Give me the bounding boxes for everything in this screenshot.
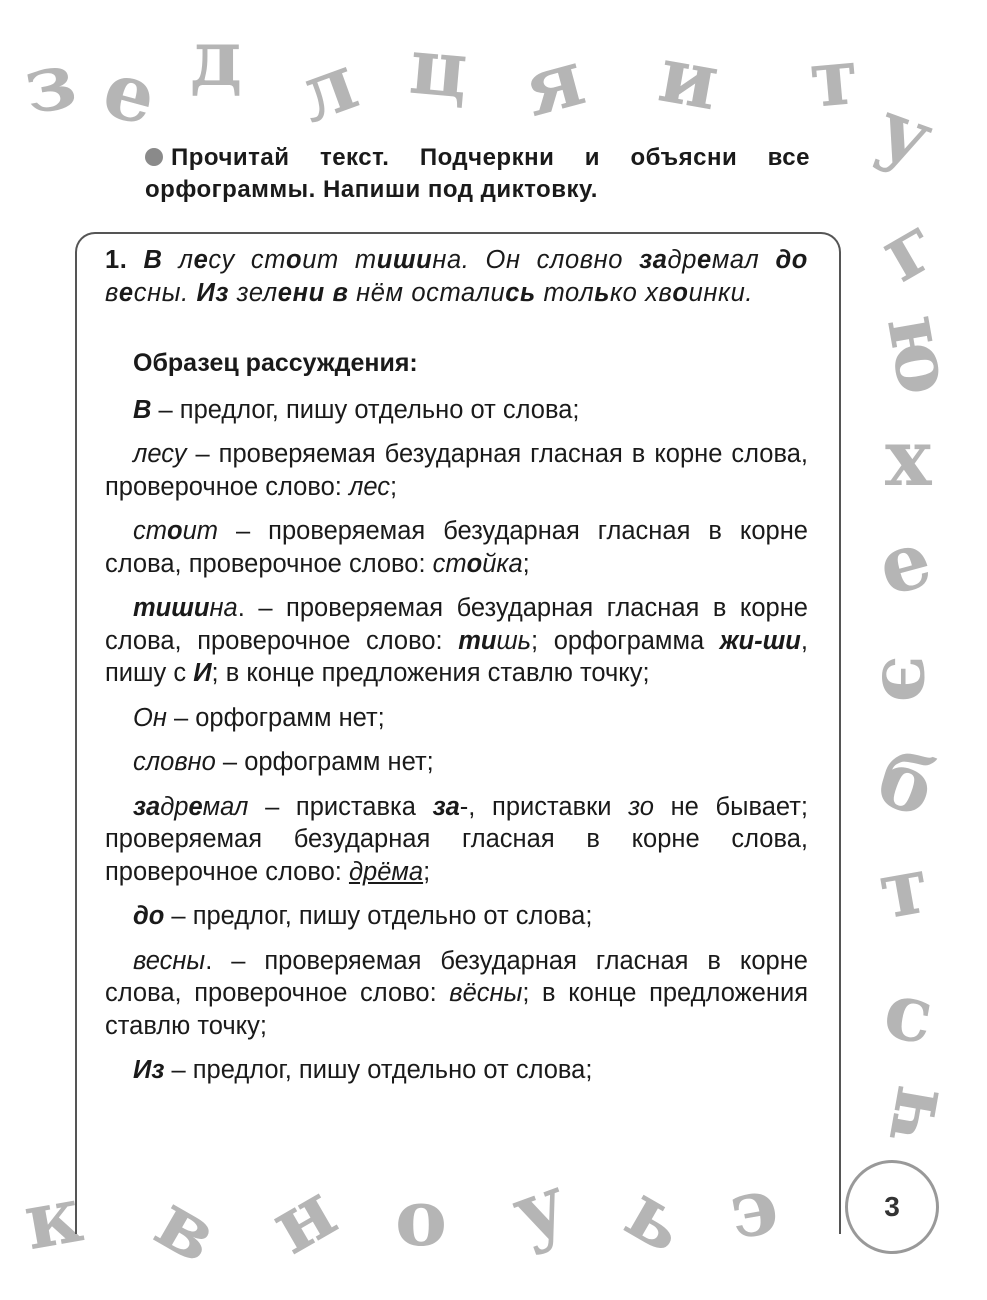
text-segment: . – проверяемая безударная гласная в корне слова, проверочное слово: xyxy=(105,946,808,1007)
decorative-letter: ь xyxy=(611,1165,703,1272)
text-segment: зел xyxy=(229,278,278,307)
text-segment: ит xyxy=(182,517,219,545)
text-segment: лес xyxy=(348,472,390,501)
text-segment: нём остали xyxy=(348,278,506,307)
text-segment: в xyxy=(105,278,119,307)
text-segment: йка xyxy=(482,549,523,578)
text-segment: ст xyxy=(432,549,467,578)
text-segment: в xyxy=(332,278,349,307)
text-segment: Из xyxy=(196,278,229,307)
decorative-letter: ч xyxy=(858,1077,958,1150)
text-segment: о xyxy=(286,246,303,274)
text-segment: тиши xyxy=(133,594,210,622)
decorative-letter: у xyxy=(500,1157,579,1260)
text-segment: – предлог, пишу отдельно от слова; xyxy=(164,1056,593,1084)
decorative-letter: е xyxy=(94,43,166,144)
reasoning-item xyxy=(105,1054,808,1087)
text-segment: И xyxy=(193,659,212,687)
decorative-letter: н xyxy=(255,1164,351,1273)
text-segment: зо xyxy=(628,792,654,821)
decorative-letter: у xyxy=(866,82,945,185)
text-segment: . – проверяемая безударная гласная в корне слова, проверочное слово: xyxy=(105,594,808,655)
text-segment: су ст xyxy=(208,246,287,274)
decorative-letter: я xyxy=(514,32,594,135)
text-segment: ; в конце предложения ставлю точку; xyxy=(211,659,650,687)
text-segment: В xyxy=(143,246,163,274)
text-segment: вёсны xyxy=(449,979,523,1007)
reasoning-item xyxy=(105,394,808,427)
text-segment: , пишу с xyxy=(105,626,808,687)
text-segment: о xyxy=(466,549,483,578)
reasoning-item xyxy=(105,791,808,889)
text-segment: о xyxy=(672,278,689,307)
text-segment: ти xyxy=(458,626,497,655)
text-segment: -, приставки xyxy=(459,792,629,821)
text-segment: о xyxy=(167,517,183,545)
reasoning-list xyxy=(105,394,808,1087)
bullet-icon xyxy=(145,148,163,166)
text-segment: мал xyxy=(202,792,249,821)
text-segment: е xyxy=(188,792,203,821)
text-segment: – проверяемая безударная гласная в корне слова, проверочное слово: xyxy=(105,440,808,501)
text-segment: сны. xyxy=(133,278,197,307)
decorative-letter: т xyxy=(806,31,863,126)
text-segment: е xyxy=(193,246,209,274)
decorative-letter: л xyxy=(285,36,369,141)
reasoning-item xyxy=(105,900,808,933)
decorative-letter: ц xyxy=(406,20,472,117)
dictation-text xyxy=(105,244,808,309)
reasoning-item xyxy=(105,592,808,690)
reasoning-item xyxy=(105,438,808,503)
decorative-letter: э xyxy=(863,655,955,703)
text-segment: дрёма xyxy=(348,857,424,886)
task-instruction xyxy=(145,142,810,206)
reasoning-item xyxy=(105,746,808,779)
text-segment: Он xyxy=(133,703,167,732)
text-segment: ит т xyxy=(302,246,377,274)
text-segment: за xyxy=(432,792,460,821)
text-segment: – предлог, пишу отдельно от слова; xyxy=(164,902,593,930)
text-segment: инки. xyxy=(688,278,754,307)
text-segment: сь xyxy=(505,278,536,307)
decorative-letter: х xyxy=(885,413,932,504)
decorative-letter: д xyxy=(190,13,242,104)
text-segment: – проверяемая безударная гласная в корне слова, проверочное слово: xyxy=(105,517,808,578)
decorative-letter: з xyxy=(17,34,83,133)
text-segment: на. Он словно xyxy=(432,246,640,274)
text-segment: не бывает; проверяемая безударная гласная в корне слова, проверочное слово: xyxy=(105,792,808,886)
text-segment: лесу xyxy=(133,440,187,468)
decorative-letter: б xyxy=(866,731,947,836)
text-segment: – орфограмм нет; xyxy=(215,748,434,776)
reasoning-item xyxy=(105,945,808,1043)
text-segment: шь xyxy=(496,626,532,655)
decorative-letter: э xyxy=(722,1159,785,1258)
text-segment: жи-ши xyxy=(719,626,801,655)
text-segment: за xyxy=(639,246,668,274)
decorative-letter: в xyxy=(141,1175,234,1282)
decorative-letter: к xyxy=(17,1168,89,1269)
text-segment: ь xyxy=(594,278,610,307)
text-segment: Из xyxy=(133,1056,165,1084)
text-segment: ени xyxy=(277,278,325,307)
decorative-letter: г xyxy=(865,197,953,300)
text-segment: весны xyxy=(133,946,206,975)
text-segment: ; орфограмма xyxy=(531,626,720,655)
text-segment: – приставка xyxy=(248,792,433,821)
text-segment: ; xyxy=(389,472,398,501)
decorative-letter: и xyxy=(652,28,726,129)
reasoning-item xyxy=(105,702,808,735)
decorative-letter: е xyxy=(868,513,941,614)
text-segment: л xyxy=(162,246,194,274)
page-number: 3 xyxy=(845,1160,939,1254)
text-segment: ; в конце предложения ставлю точку; xyxy=(105,979,808,1040)
text-segment: ст xyxy=(133,517,167,545)
text-segment: до xyxy=(775,246,808,274)
text-segment: – орфограмм нет; xyxy=(166,703,385,732)
exercise-content xyxy=(105,244,808,1099)
text-segment: В xyxy=(133,395,152,424)
decorative-letter: о xyxy=(395,1173,448,1264)
text-segment: е xyxy=(118,278,134,307)
text-segment: иши xyxy=(376,246,433,274)
text-segment: мал xyxy=(711,246,776,274)
reasoning-item xyxy=(105,515,808,580)
text-segment: 1. xyxy=(105,246,144,274)
text-segment: ; xyxy=(423,857,431,886)
text-segment: до xyxy=(133,902,165,930)
decorative-letter: т xyxy=(872,839,936,938)
text-segment: е xyxy=(697,246,712,274)
text-segment: ко хв xyxy=(610,278,673,307)
text-segment: др xyxy=(160,792,189,821)
text-segment: др xyxy=(667,246,698,274)
task-text: Прочитай текст. Подчеркни и объясни все орфограммы. Напиши под диктовку. xyxy=(145,144,810,203)
text-segment: словно xyxy=(133,748,216,776)
text-segment: на xyxy=(209,594,238,622)
text-segment: – предлог, пишу отдельно от слова; xyxy=(151,395,580,424)
text-segment: за xyxy=(133,792,161,821)
text-segment: тол xyxy=(535,278,595,307)
decorative-letter: с xyxy=(877,964,941,1063)
text-segment: ; xyxy=(522,549,530,578)
decorative-letter: ю xyxy=(868,306,973,402)
sample-heading: Образец рассуждения: xyxy=(133,349,418,377)
